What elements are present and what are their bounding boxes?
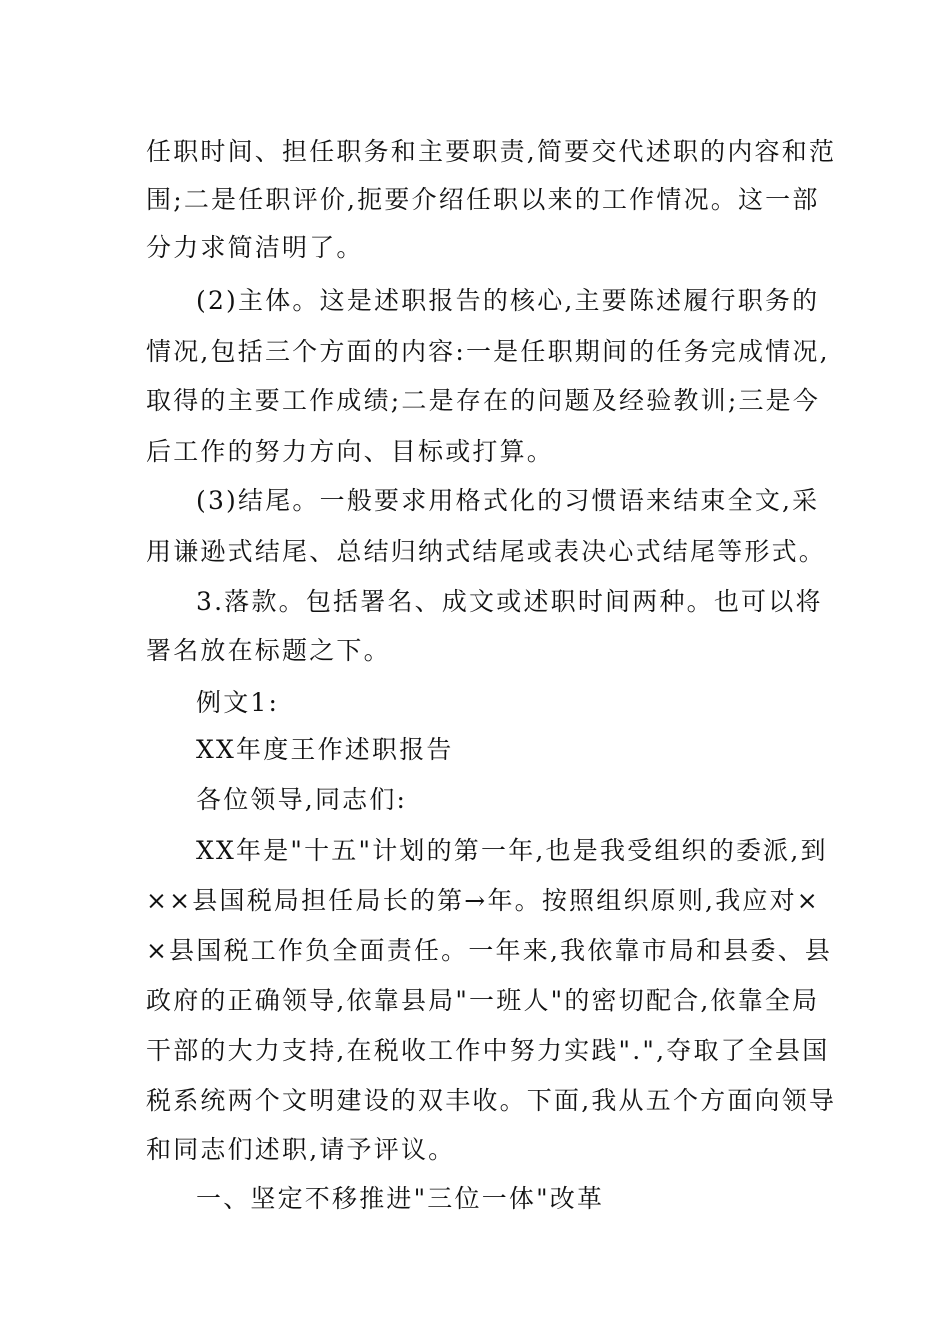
text-line: 署名放在标题之下。 xyxy=(146,636,391,665)
text-line: 后工作的努力方向、目标或打算。 xyxy=(146,437,555,466)
text-line: 围;二是任职评价,扼要介绍任职以来的工作情况。这一部 xyxy=(146,185,820,214)
text-line: (3)结尾。一般要求用格式化的习惯语来结束全文,采 xyxy=(196,486,820,515)
text-line: 分力求简洁明了。 xyxy=(146,233,364,262)
salutation: 各位领导,同志们: xyxy=(196,785,408,814)
text-line: 例文1: xyxy=(196,688,280,717)
text-line: 任职时间、担任职务和主要职责,简要交代述职的内容和范 xyxy=(146,137,837,166)
text-line: 税系统两个文明建设的双丰收。下面,我从五个方面向领导 xyxy=(146,1086,837,1115)
document-title: XX年度王作述职报告 xyxy=(196,735,454,764)
text-line: ×县国税工作负全面责任。一年来,我依靠市局和县委、县 xyxy=(146,936,833,965)
text-line: 和同志们述职,请予评议。 xyxy=(146,1135,456,1164)
text-line: 情况,包括三个方面的内容:一是任职期间的任务完成情况, xyxy=(146,337,830,366)
text-line: ××县国税局担任局长的第→年。按照组织原则,我应对× xyxy=(146,886,820,915)
text-line: (2)主体。这是述职报告的核心,主要陈述履行职务的 xyxy=(196,286,820,315)
text-line: 政府的正确领导,依靠县局"一班人"的密切配合,依靠全局 xyxy=(146,986,820,1015)
text-line: XX年是"十五"计划的第一年,也是我受组织的委派,到 xyxy=(196,836,828,865)
text-line: 3.落款。包括署名、成文或述职时间两种。也可以将 xyxy=(196,587,823,616)
text-line: 用谦逊式结尾、总结归纳式结尾或表决心式结尾等形式。 xyxy=(146,537,827,566)
text-line: 取得的主要工作成绩;二是存在的问题及经验教训;三是今 xyxy=(146,386,821,415)
section-heading: 一、坚定不移推进"三位一体"改革 xyxy=(196,1184,605,1213)
text-line: 干部的大力支持,在税收工作中努力实践".",夺取了全县国 xyxy=(146,1036,830,1065)
